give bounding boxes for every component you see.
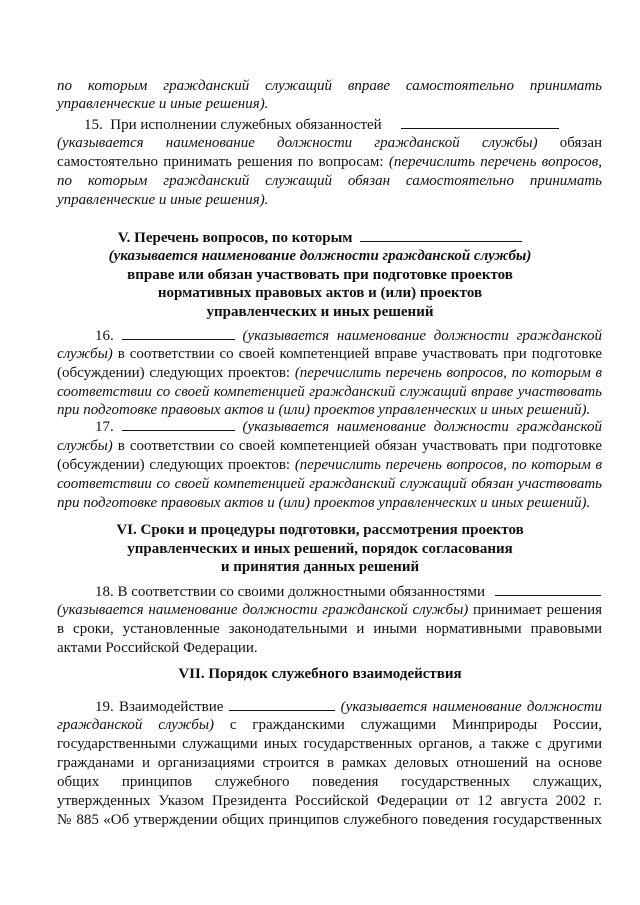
p17-line-3: (обсуждении) следующих проектов: (перечислить перечень вопросов, по которым в (57, 457, 602, 473)
section-7-heading: VII. Порядок служебного взаимодействия (178, 666, 462, 682)
blank-field (122, 326, 235, 340)
p16-line-5: при подготовке правовых актов и (или) проектов управленческих и иных решений). (57, 402, 591, 418)
p17-line-2: службы) в соответствии со своей компетенцией обязан участвовать при подготовке (57, 438, 602, 454)
p16-line-2: службы) в соответствии со своей компетенцией вправе участвовать при подготовке (57, 346, 603, 362)
p18-line-4: актами Российской Федерации. (57, 640, 258, 656)
p16-line-1: 16. (указывается наименование должности гражданской (95, 328, 602, 344)
section-5-heading-line-4: нормативных правовых актов и (или) проектов (157, 285, 483, 301)
p14-line-1: по которым гражданский служащий вправе самостоятельно принимать (57, 78, 602, 94)
p15-line-3: самостоятельно принимать решения по вопросам: (перечислить перечень вопросов, (57, 154, 602, 170)
p18-line-1: 18. В соответствии со своими должностными обязанностями (95, 582, 602, 601)
section-5-heading-line-1: V. Перечень вопросов, по которым (0, 228, 640, 247)
section-5-heading-line-3: вправе или обязан участвовать при подготовке проектов (127, 267, 513, 283)
p15-line-1: 15. При исполнении служебных обязанностей (84, 115, 602, 134)
p18-line-2: (указывается наименование должности гражданской службы) принимает решения (57, 602, 602, 618)
blank-field (495, 582, 601, 596)
p19-line-5: общих принципов служебного поведения государственных служащих, (57, 774, 602, 790)
blank-field (360, 228, 522, 242)
p16-line-3: (обсуждении) следующих проектов: (перечислить перечень вопросов, по которым в (57, 365, 602, 381)
p19-line-1: 19. Взаимодействие (указывается наименование должности (95, 699, 602, 715)
p19-line-3: государственными служащими иных государственных органов, а также с другими (57, 736, 602, 752)
blank-field (401, 115, 559, 129)
section-6-heading-line-2: управленческих и иных решений, порядок согласования (127, 541, 513, 557)
p15-line-2: (указывается наименование должности гражданской службы) обязан (57, 135, 603, 151)
blank-field (122, 417, 235, 431)
p14-line-2: управленческие и иные решения). (57, 96, 269, 112)
section-5-heading-line-2: (указывается наименование должности гражданской службы) (108, 248, 532, 264)
blank-field (229, 697, 335, 711)
p18-line-3: в сроки, установленные законодательными и иными нормативными правовыми (57, 621, 602, 637)
p19-line-7: № 885 «Об утверждении общих принципов служебного поведения государственных (57, 812, 602, 828)
p15-line-4: по которым гражданский служащий обязан самостоятельно принимать (57, 173, 602, 189)
p16-line-4: соответствии со своей компетенцией гражданский служащий вправе участвовать (57, 384, 602, 400)
p17-line-1: 17. (указывается наименование должности гражданской (95, 419, 602, 435)
p17-line-5: при подготовке правовых актов и (или) проектов управленческих и иных решений). (57, 495, 591, 511)
p17-line-4: соответствии со своей компетенцией гражданский служащий обязан участвовать (57, 476, 602, 492)
section-6-heading-line-1: VI. Сроки и процедуры подготовки, рассмотрения проектов (116, 522, 524, 538)
p19-line-2: гражданской службы) с гражданскими служащими Минприроды России, (57, 717, 602, 733)
p19-line-4: гражданами и организациями строится в рамках деловых отношений на основе (57, 755, 602, 771)
section-6-heading-line-3: и принятия данных решений (220, 559, 420, 575)
p19-line-6: утвержденных Указом Президента Российской Федерации от 12 августа 2002 г. (57, 793, 602, 809)
p15-line-5: управленческие и иные решения). (57, 192, 269, 208)
section-5-heading-line-5: управленческих и иных решений (206, 304, 434, 320)
